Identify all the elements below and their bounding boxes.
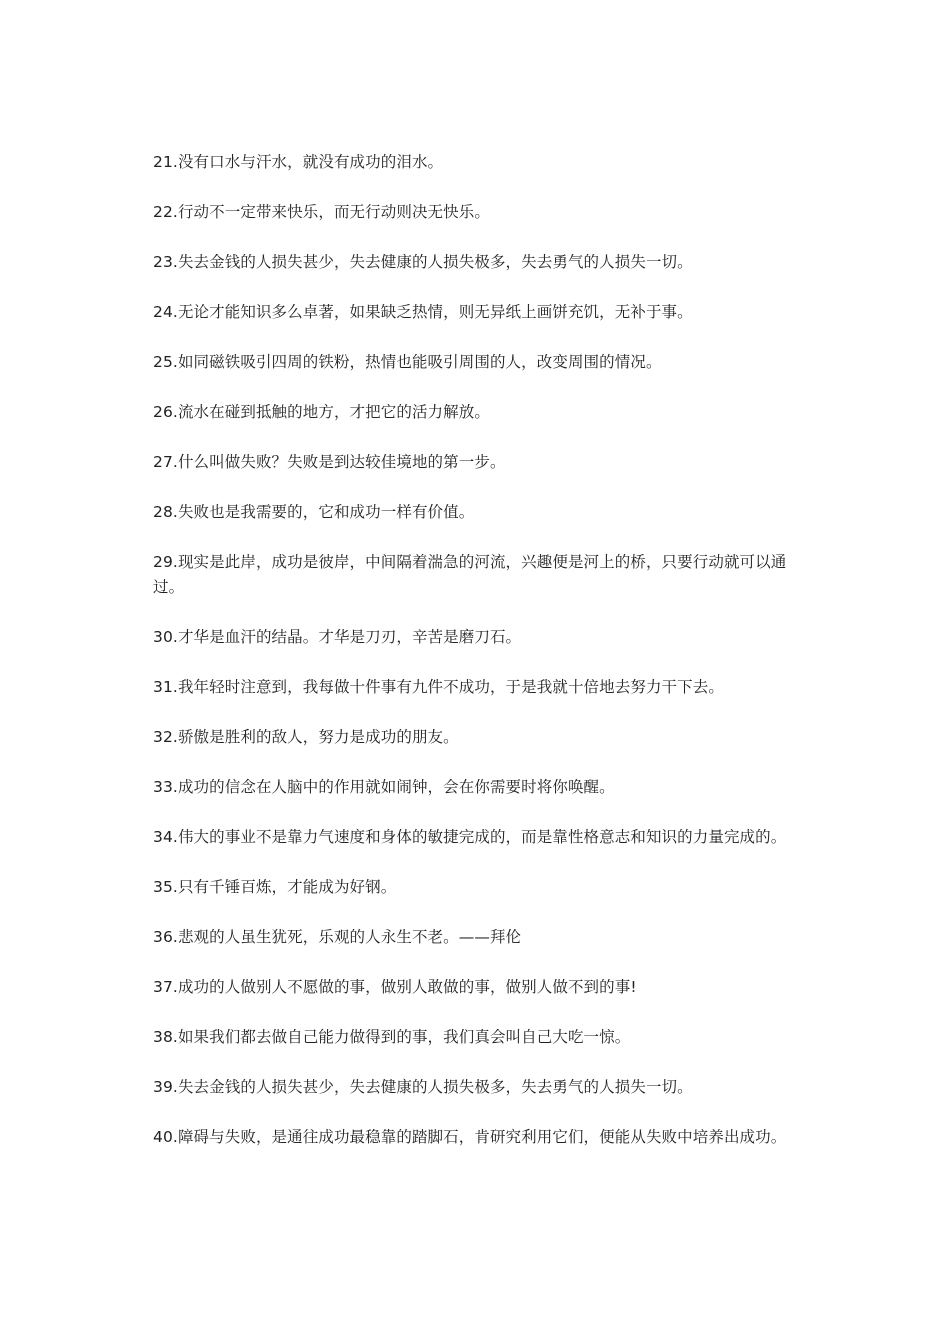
quote-32: 32.骄傲是胜利的敌人，努力是成功的朋友。 <box>153 728 459 746</box>
quote-28: 28.失败也是我需要的，它和成功一样有价值。 <box>153 503 475 521</box>
quote-40: 40.障碍与失败，是通往成功最稳靠的踏脚石，肯研究利用它们，便能从失败中培养出成功。 <box>153 1128 787 1146</box>
quote-27: 27.什么叫做失败？失败是到达较佳境地的第一步。 <box>153 453 506 471</box>
quote-36: 36.悲观的人虽生犹死，乐观的人永生不老。——拜伦 <box>153 928 522 946</box>
quote-26: 26.流水在碰到抵触的地方，才把它的活力解放。 <box>153 403 490 421</box>
quote-31: 31.我年轻时注意到，我每做十件事有九件不成功，于是我就十倍地去努力干下去。 <box>153 678 724 696</box>
quote-35: 35.只有千锤百炼，才能成为好钢。 <box>153 878 397 896</box>
quote-29: 29.现实是此岸，成功是彼岸，中间隔着湍急的河流，兴趣便是河上的桥，只要行动就可以通过。 <box>153 553 787 596</box>
quote-38: 38.如果我们都去做自己能力做得到的事，我们真会叫自己大吃一惊。 <box>153 1028 631 1046</box>
quote-22: 22.行动不一定带来快乐，而无行动则决无快乐。 <box>153 203 490 221</box>
quote-34: 34.伟大的事业不是靠力气速度和身体的敏捷完成的，而是靠性格意志和知识的力量完成的。 <box>153 828 787 846</box>
quote-list <box>153 150 793 1175</box>
quote-21: 21.没有口水与汗水，就没有成功的泪水。 <box>153 153 444 171</box>
quote-24: 24.无论才能知识多么卓著，如果缺乏热情，则无异纸上画饼充饥，无补于事。 <box>153 303 693 321</box>
quote-33: 33.成功的信念在人脑中的作用就如闹钟，会在你需要时将你唤醒。 <box>153 778 615 796</box>
quote-37: 37.成功的人做别人不愿做的事，做别人敢做的事，做别人做不到的事! <box>153 978 637 996</box>
quote-25: 25.如同磁铁吸引四周的铁粉，热情也能吸引周围的人，改变周围的情况。 <box>153 353 662 371</box>
quote-23: 23.失去金钱的人损失甚少，失去健康的人损失极多，失去勇气的人损失一切。 <box>153 253 693 271</box>
quote-39: 39.失去金钱的人损失甚少，失去健康的人损失极多，失去勇气的人损失一切。 <box>153 1078 693 1096</box>
quote-30: 30.才华是血汗的结晶。才华是刀刃，辛苦是磨刀石。 <box>153 628 522 646</box>
